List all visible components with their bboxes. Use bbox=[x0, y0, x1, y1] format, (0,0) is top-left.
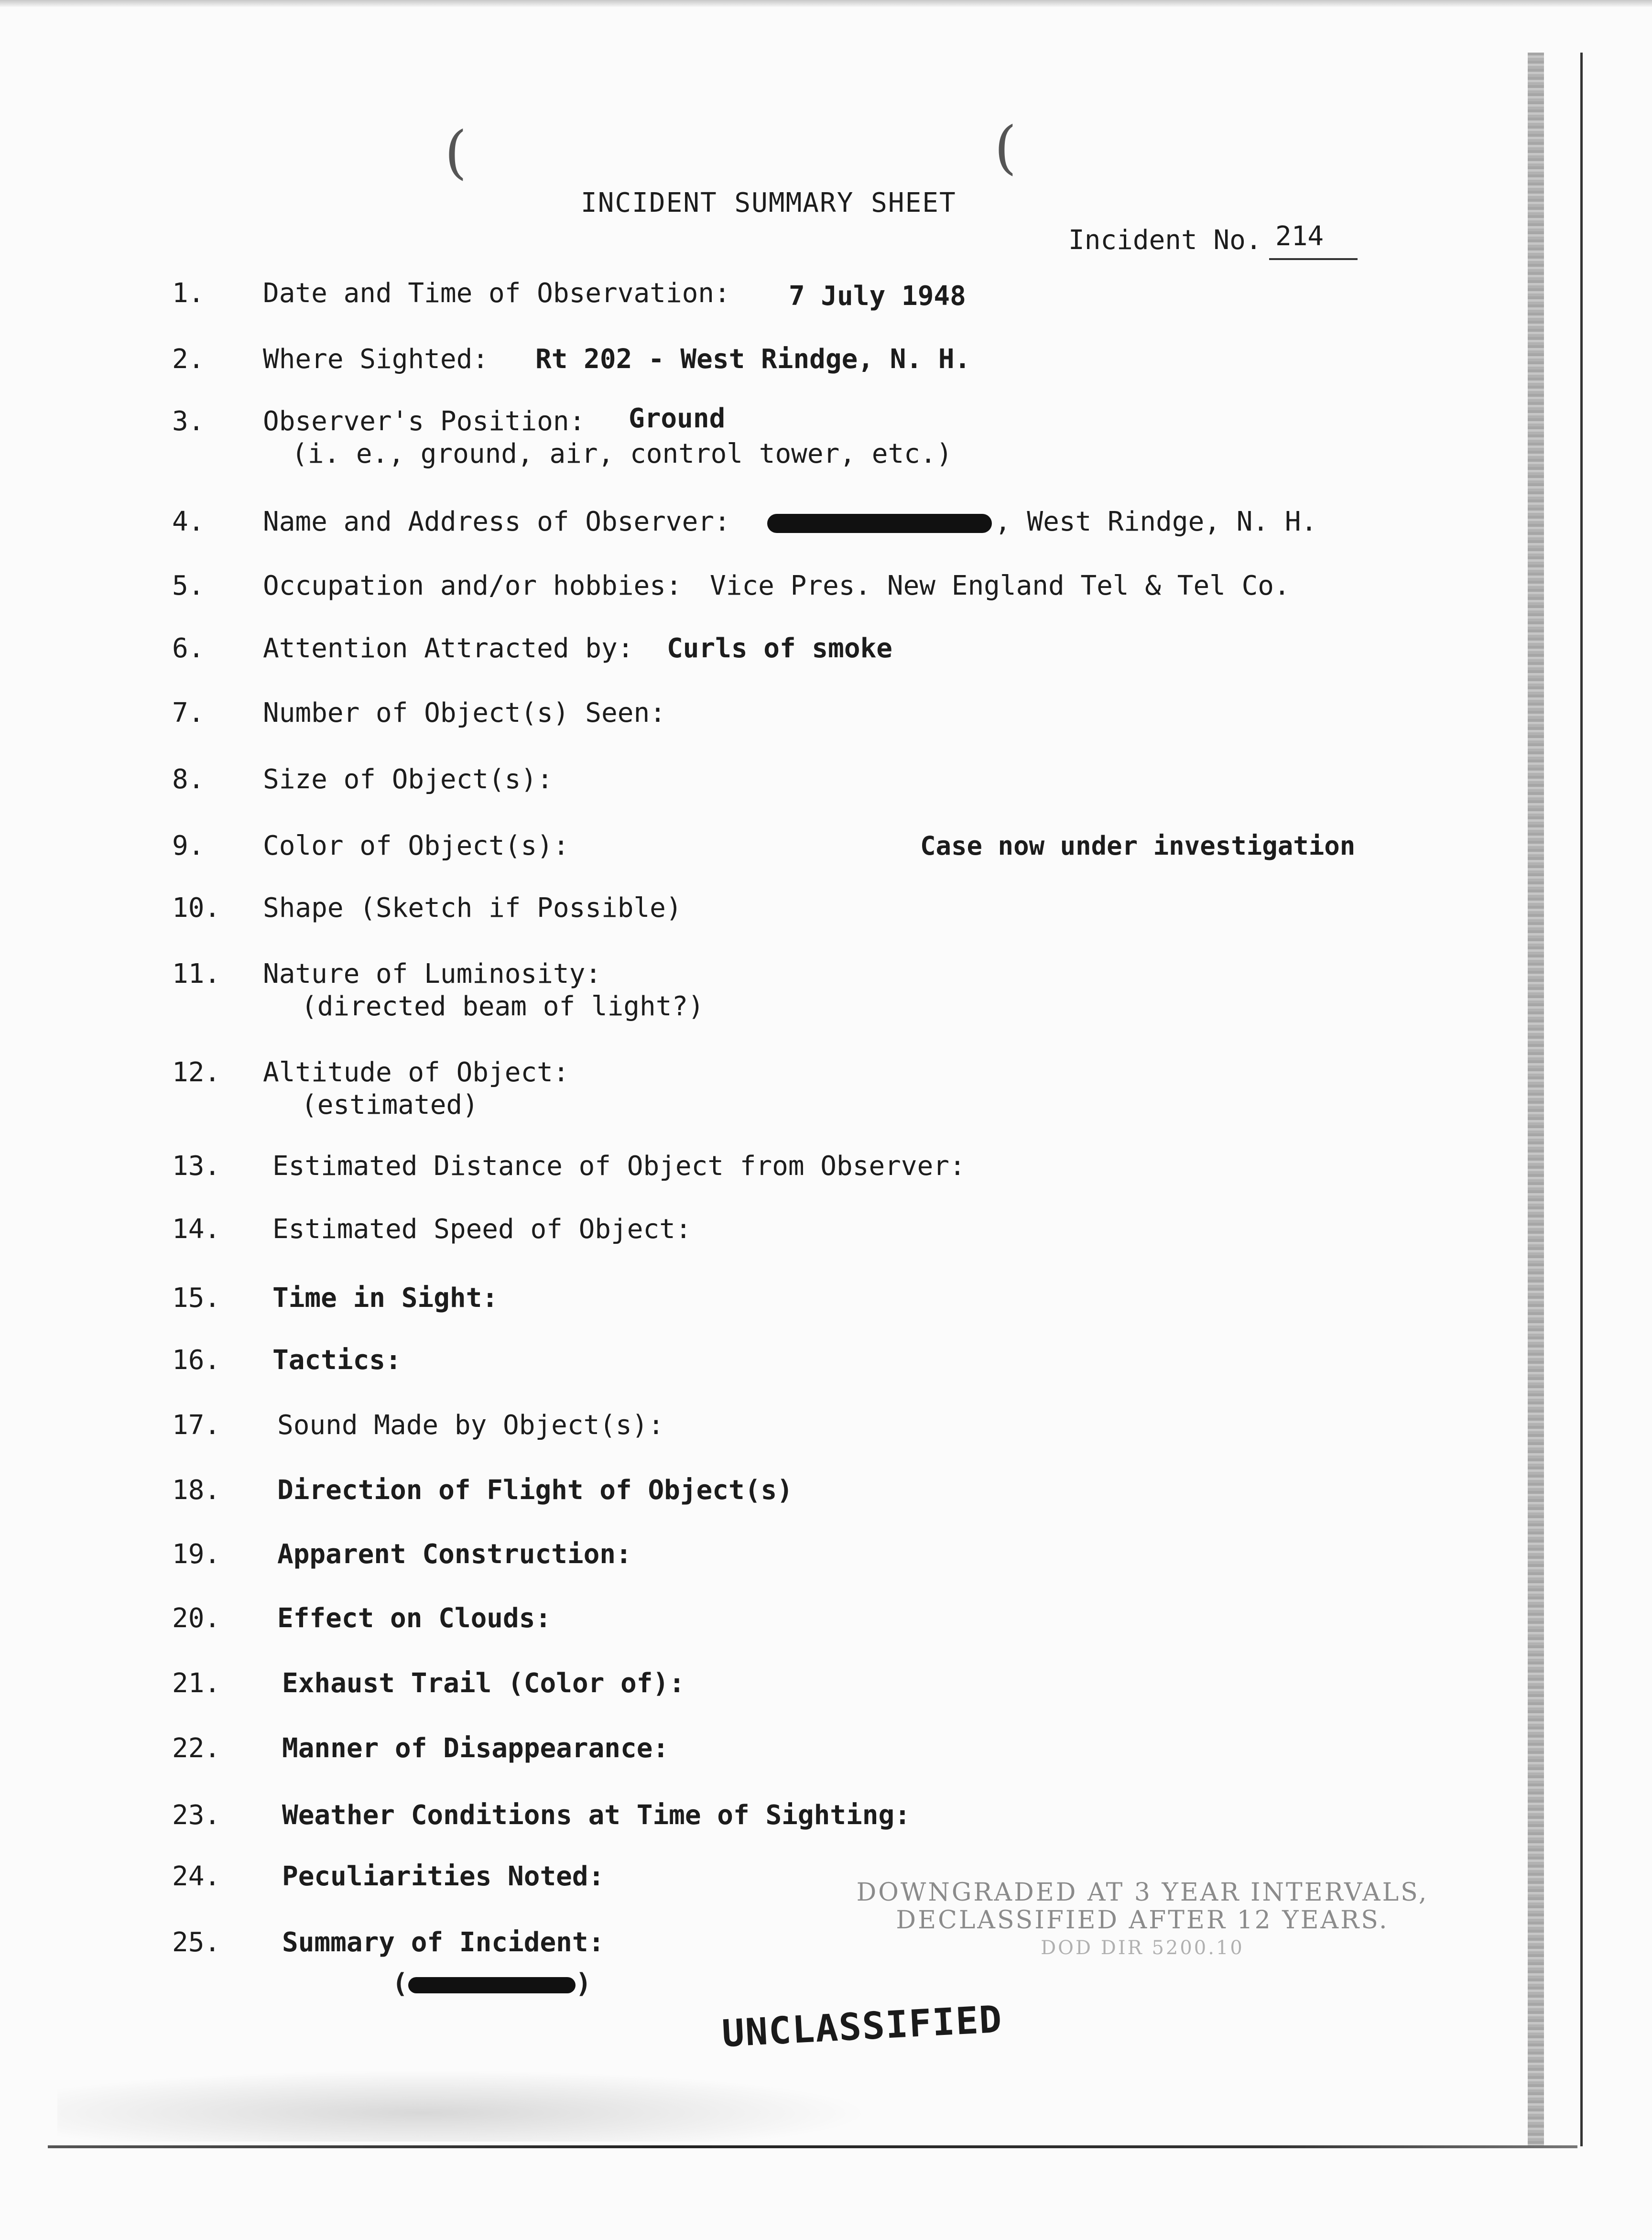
punch-hole-mark-right: ( bbox=[994, 115, 1017, 181]
downgrade-stamp bbox=[813, 1879, 1472, 1962]
item-number: 22. bbox=[172, 1733, 221, 1764]
incident-number-label: Incident No. bbox=[1068, 225, 1262, 256]
item-number: 7. bbox=[172, 697, 205, 729]
classification-stamp: UNCLASSIFIED bbox=[721, 1998, 1004, 2056]
item-label: Estimated Distance of Object from Observer: bbox=[272, 1151, 966, 1182]
item-label: Apparent Construction: bbox=[277, 1539, 632, 1570]
item-label: Effect on Clouds: bbox=[277, 1603, 552, 1634]
item-sublabel: (directed beam of light?) bbox=[301, 991, 704, 1022]
paren-open: ( bbox=[392, 1968, 408, 1999]
item-label: Time in Sight: bbox=[272, 1283, 499, 1314]
item-value: 7 July 1948 bbox=[789, 281, 966, 312]
item-label: Nature of Luminosity: bbox=[263, 958, 602, 990]
item-label: Occupation and/or hobbies: bbox=[263, 570, 682, 601]
item-label: Name and Address of Observer: bbox=[263, 506, 730, 537]
item-number: 18. bbox=[172, 1475, 221, 1506]
item-label: Attention Attracted by: bbox=[263, 633, 634, 664]
item-label: Altitude of Object: bbox=[263, 1057, 569, 1088]
item-number: 8. bbox=[172, 764, 205, 795]
item-label: Estimated Speed of Object: bbox=[272, 1214, 692, 1245]
item-number: 23. bbox=[172, 1800, 221, 1831]
item-label: Direction of Flight of Object(s) bbox=[277, 1475, 793, 1506]
item-label: Tactics: bbox=[272, 1345, 402, 1376]
item-label: Manner of Disappearance: bbox=[282, 1733, 669, 1764]
item-number: 10. bbox=[172, 892, 221, 924]
item-number: 17. bbox=[172, 1410, 221, 1441]
document-title: INCIDENT SUMMARY SHEET bbox=[581, 187, 956, 218]
item-label: Exhaust Trail (Color of): bbox=[282, 1668, 685, 1699]
redaction-mark bbox=[408, 1977, 576, 1993]
item-label: Color of Object(s): bbox=[263, 830, 569, 861]
item-label: Date and Time of Observation: bbox=[263, 278, 730, 309]
incident-number-underline bbox=[1269, 258, 1358, 260]
item-number: 9. bbox=[172, 830, 205, 861]
item-value: Case now under investigation bbox=[920, 831, 1356, 861]
item-number: 11. bbox=[172, 958, 221, 990]
item-number: 2. bbox=[172, 344, 205, 375]
page-top-edge bbox=[0, 0, 1652, 7]
item-number: 12. bbox=[172, 1057, 221, 1088]
item-sublabel: (i. e., ground, air, control tower, etc.) bbox=[292, 438, 953, 469]
item-label: Sound Made by Object(s): bbox=[277, 1410, 664, 1441]
item-number: 4. bbox=[172, 506, 205, 537]
stamp-line-3: DOD DIR 5200.10 bbox=[1041, 1937, 1244, 1959]
item-label: Observer's Position: bbox=[263, 406, 586, 437]
item-value: Vice Pres. New England Tel & Tel Co. bbox=[710, 570, 1290, 601]
item-label: Summary of Incident: bbox=[282, 1927, 605, 1958]
item-number: 13. bbox=[172, 1151, 221, 1182]
item-value: , West Rindge, N. H. bbox=[995, 506, 1317, 537]
item-label: Size of Object(s): bbox=[263, 764, 553, 795]
item-value: Ground bbox=[629, 403, 726, 434]
item-number: 5. bbox=[172, 570, 205, 601]
incident-number-value: 214 bbox=[1275, 221, 1324, 252]
stamp-line-1: DOWNGRADED AT 3 YEAR INTERVALS, bbox=[856, 1878, 1429, 1907]
item-sublabel: (estimated) bbox=[301, 1089, 478, 1120]
item-label: Number of Object(s) Seen: bbox=[263, 697, 666, 729]
item-number: 24. bbox=[172, 1861, 221, 1892]
item-label: Weather Conditions at Time of Sighting: bbox=[282, 1800, 911, 1831]
scan-edge-band bbox=[1528, 53, 1544, 2146]
item-label: Shape (Sketch if Possible) bbox=[263, 892, 682, 924]
item-value: Rt 202 - West Rindge, N. H. bbox=[535, 344, 971, 375]
item-number: 1. bbox=[172, 278, 205, 309]
scan-edge-line bbox=[1580, 53, 1583, 2146]
punch-hole-mark-left: ( bbox=[445, 120, 467, 186]
summary-redacted-note bbox=[392, 1968, 591, 1999]
item-number: 6. bbox=[172, 633, 205, 664]
item-number: 16. bbox=[172, 1345, 221, 1376]
item-label: Where Sighted: bbox=[263, 344, 489, 375]
item-number: 15. bbox=[172, 1283, 221, 1314]
item-value: Curls of smoke bbox=[667, 633, 893, 664]
item-number: 20. bbox=[172, 1603, 221, 1634]
observer-name-redacted bbox=[767, 506, 1317, 538]
item-number: 21. bbox=[172, 1668, 221, 1699]
redaction-mark bbox=[767, 514, 992, 533]
item-label: Peculiarities Noted: bbox=[282, 1861, 605, 1892]
item-number: 19. bbox=[172, 1539, 221, 1570]
item-number: 3. bbox=[172, 406, 205, 437]
bottom-rule bbox=[48, 2145, 1577, 2148]
stamp-line-2: DECLASSIFIED AFTER 12 YEARS. bbox=[896, 1906, 1389, 1935]
item-number: 14. bbox=[172, 1214, 221, 1245]
item-number: 25. bbox=[172, 1927, 221, 1958]
paren-close: ) bbox=[575, 1968, 592, 1999]
scan-smudge bbox=[57, 2070, 870, 2142]
